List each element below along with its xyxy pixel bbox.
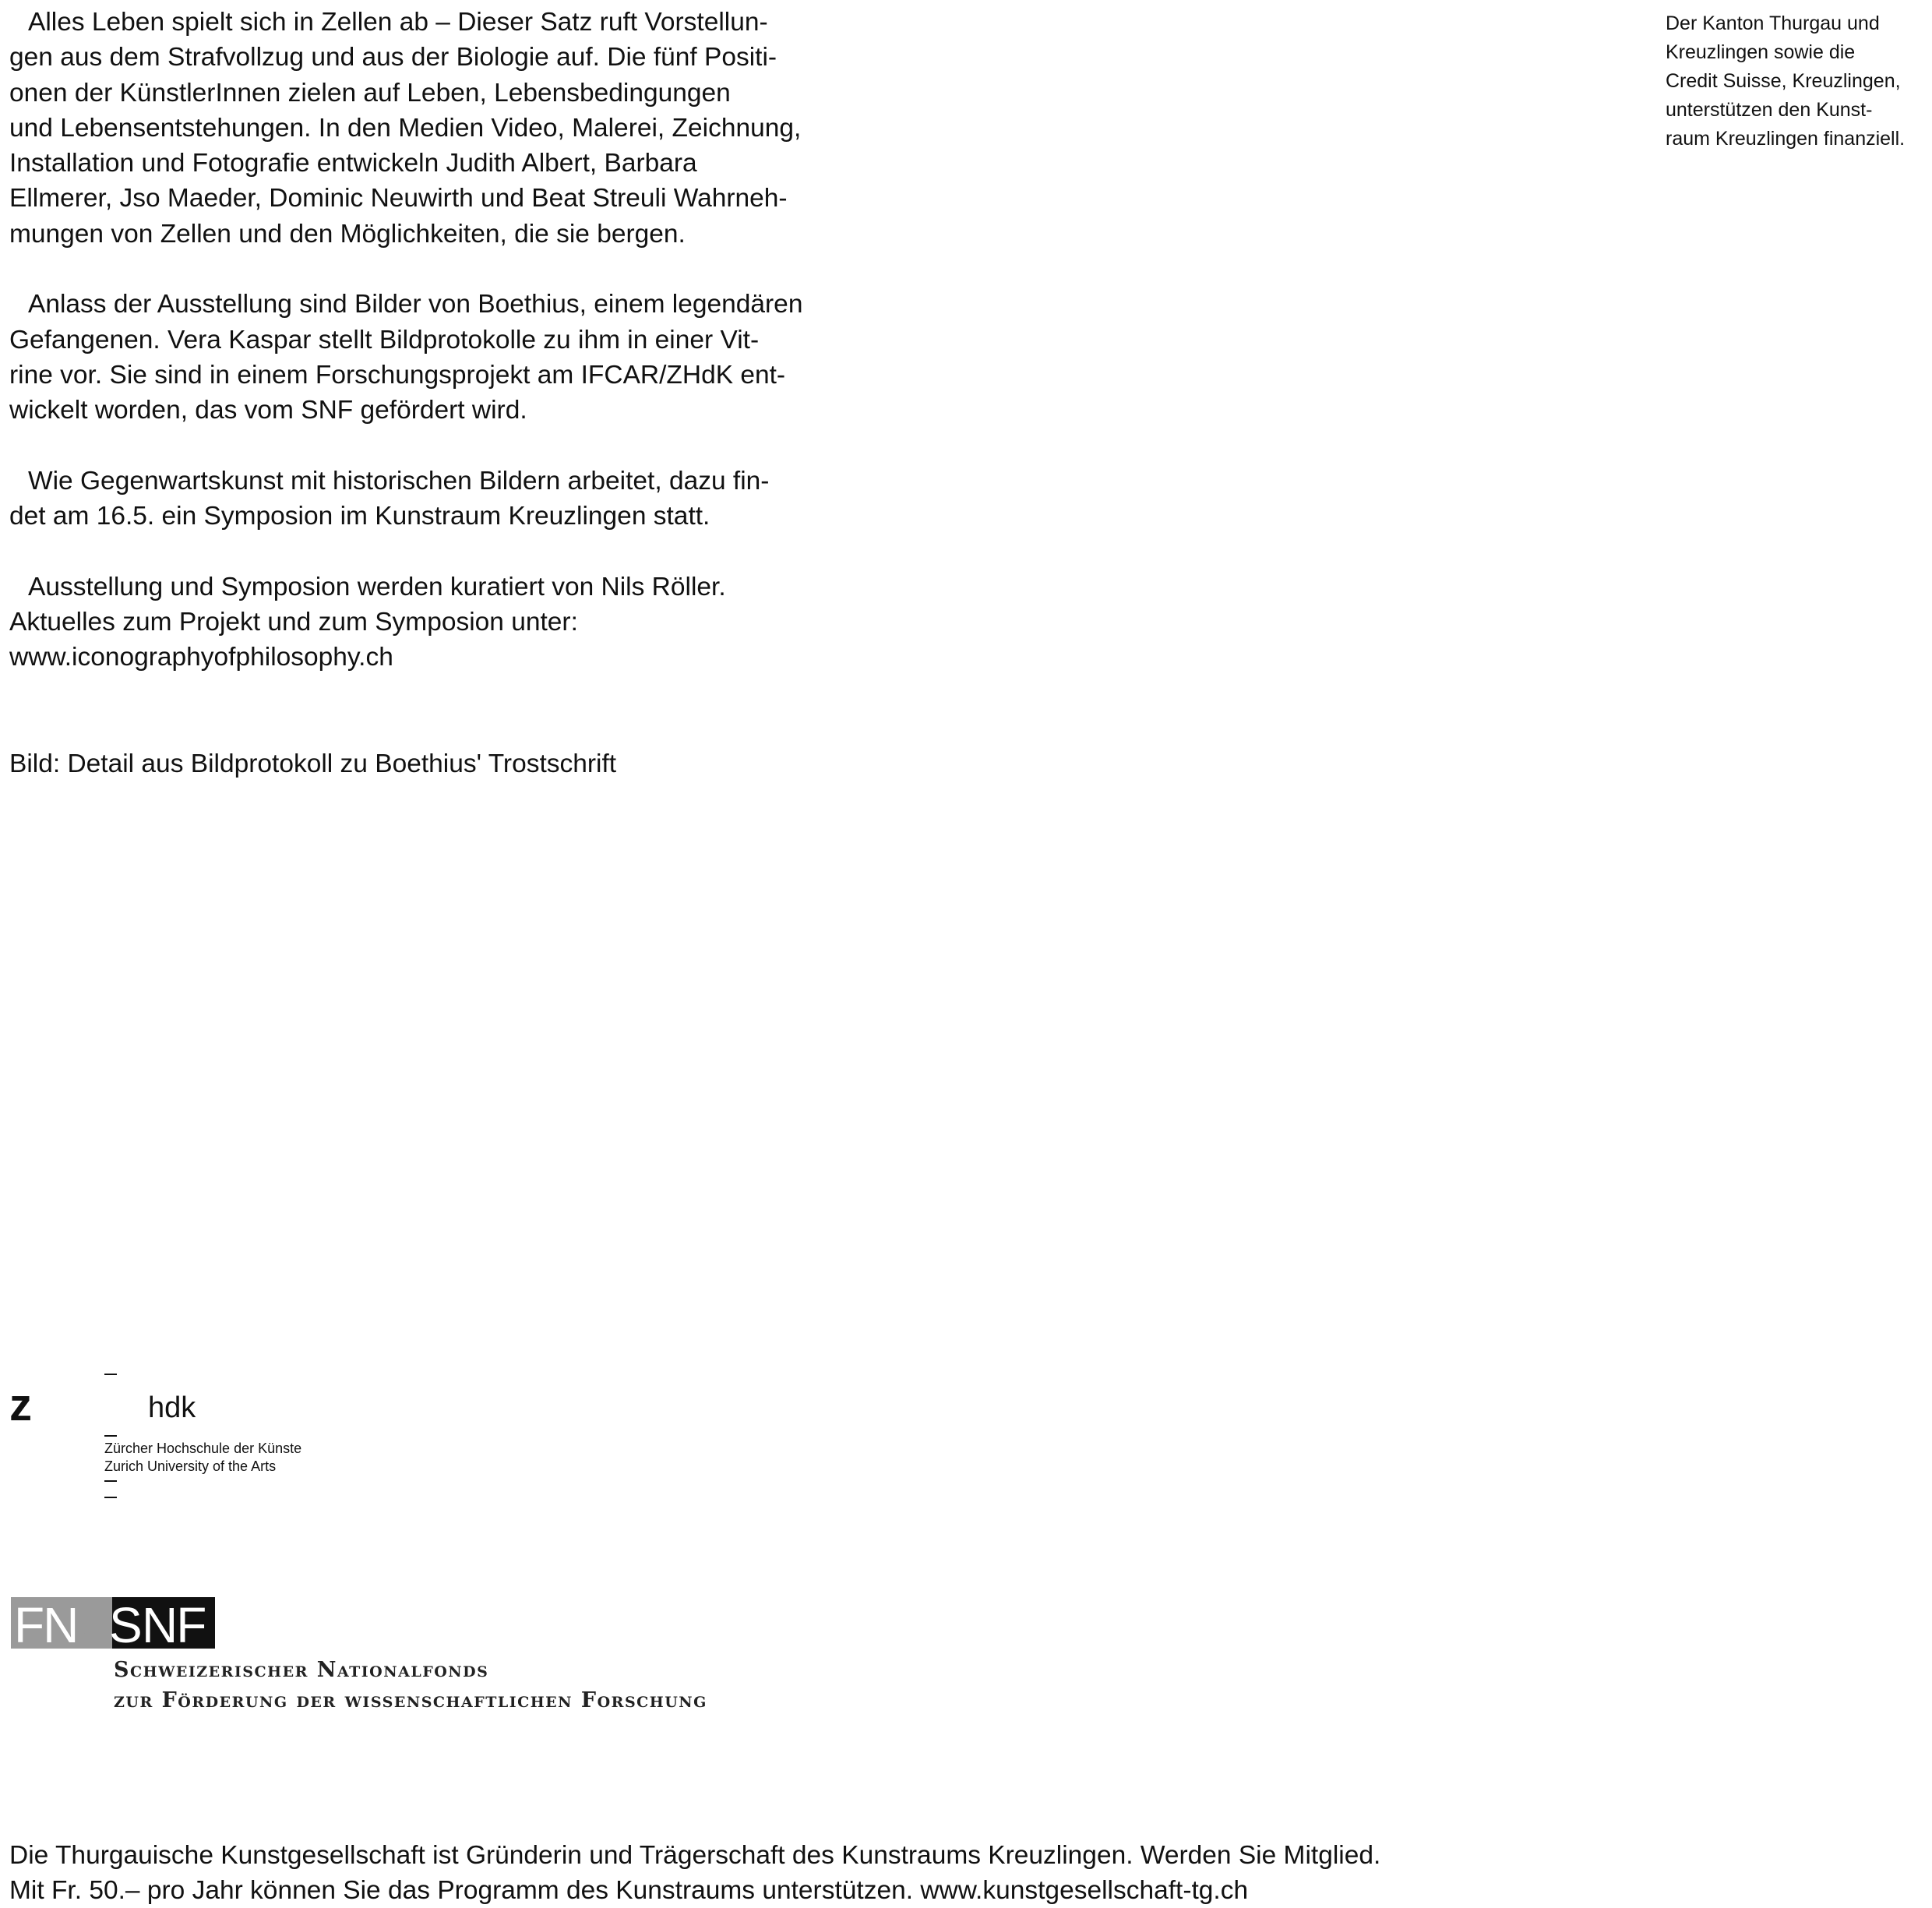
paragraph-intro: Alles Leben spielt sich in Zellen ab – Dieser Satz ruft Vorstellun- gen aus dem Strafvollzug und aus der Biologie auf. Die fünf Positi- onen der KünstlerInnen zielen auf Leben, Lebensbedingungen und Lebensentstehungen. In den Medien Video, Malerei, Zeichnung, Installation und Fotografie entwickeln Judith Albert, Barbara Ellmerer, Jso Maeder, Dominic Neuwirth und Beat Streuli Wahrneh- mungen von Zellen und den Möglichkeiten, die sie bergen. — [9, 8, 802, 249]
footer-membership-note: Die Thurgauische Kunstgesellschaft ist Gründerin und Trägerschaft des Kunstraums Kreuzlingen. Werden Sie Mitglied. Mit Fr. 50.– pro Jahr können Sie das Programm des Kunstraums unterstützen. www.kunstgesellschaft-tg.ch — [9, 1841, 1381, 1905]
snf-mark-s: S — [78, 1597, 111, 1652]
snf-mark-nf: NF — [142, 1597, 206, 1652]
image-caption: Bild: Detail aus Bildprotokoll zu Boethius' Trostschrift — [9, 749, 617, 778]
snf-mark-s2: S — [109, 1597, 143, 1652]
snf-name-line2: zur Förderung der wissenschaftlichen Forschung — [114, 1688, 707, 1712]
paragraph-links: Aktuelles zum Projekt und zum Symposion unter: www.iconographyofphilosophy.ch — [9, 608, 578, 672]
paragraph-symposion: Wie Gegenwartskunst mit historischen Bildern arbeitet, dazu fin- det am 16.5. ein Symposion im Kunstraum Kreuzlingen statt. — [9, 466, 770, 531]
snf-mark-fn: FN — [14, 1597, 78, 1652]
paragraph-occasion: Anlass der Ausstellung sind Bilder von Boethius, einem legendären Gefangenen. Vera Kaspar stellt Bildprotokolle zu ihm in einer Vit- rine vor. Sie sind in einem Forschungsprojekt am IFCAR/ZHdK ent- wickelt worden, das vom SNF gefördert wird. — [9, 290, 803, 425]
paragraph-curator: Ausstellung und Symposion werden kuratiert von Nils Röller. — [28, 572, 726, 601]
snf-logo-mark — [11, 1597, 221, 1652]
zhdk-logo — [9, 1360, 352, 1515]
zhdk-dash-1 — [104, 1374, 117, 1375]
sponsors-note: Der Kanton Thurgau und Kreuzlingen sowie die Credit Suisse, Kreuzlingen, unterstützen den Kunst- raum Kreuzlingen finanziell. — [1666, 12, 1906, 150]
zhdk-logo-z: z — [9, 1380, 32, 1430]
zhdk-name-en: Zurich University of the Arts — [104, 1458, 277, 1474]
zhdk-name-de: Zürcher Hochschule der Künste — [104, 1441, 302, 1456]
zhdk-dash-4 — [104, 1497, 117, 1498]
zhdk-logo-hdk: hdk — [148, 1391, 196, 1424]
zhdk-dash-3 — [104, 1480, 117, 1482]
main-text-column — [9, 5, 804, 711]
snf-logo — [11, 1597, 790, 1722]
snf-name-line1: Schweizerischer Nationalfonds — [114, 1658, 489, 1682]
zhdk-dash-2 — [104, 1435, 117, 1437]
